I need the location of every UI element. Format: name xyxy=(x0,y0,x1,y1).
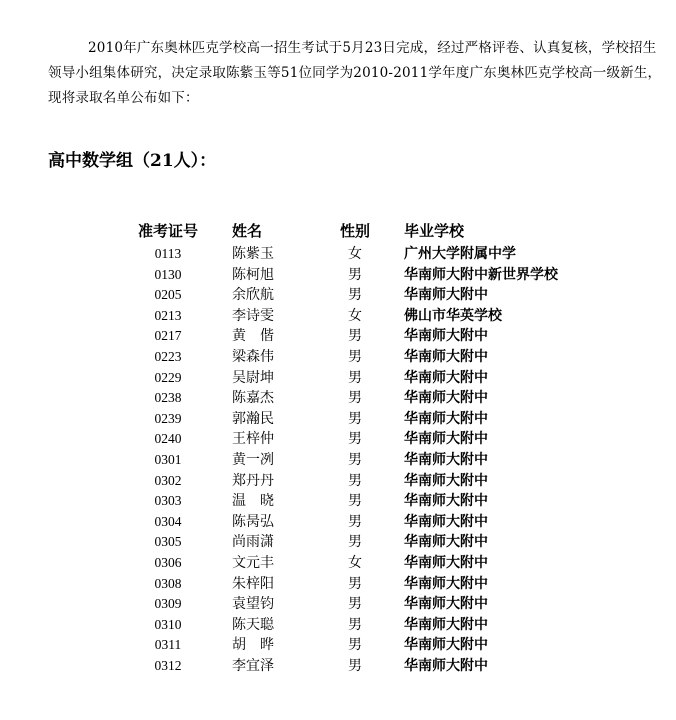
cell-sex: 男 xyxy=(348,513,362,530)
cell-school: 华南师大附中 xyxy=(404,616,488,633)
cell-id: 0310 xyxy=(154,616,182,632)
cell-id: 0229 xyxy=(154,369,182,385)
cell-name: 尚雨潇 xyxy=(232,534,274,551)
cell-sex: 男 xyxy=(348,575,362,592)
cell-sex: 男 xyxy=(348,596,362,613)
table-row xyxy=(0,553,676,574)
cell-school: 佛山市华英学校 xyxy=(404,307,502,324)
cell-name: 文元丰 xyxy=(232,554,274,571)
header-sex: 性别 xyxy=(339,222,370,240)
cell-name: 胡 晔 xyxy=(232,637,274,654)
cell-sex: 女 xyxy=(348,246,362,262)
cell-name: 黄一冽 xyxy=(232,451,274,468)
cell-sex: 男 xyxy=(348,410,362,427)
table-row xyxy=(0,532,676,553)
cell-name: 李宜泽 xyxy=(232,657,274,674)
table-row xyxy=(0,574,676,595)
cell-name: 王梓仲 xyxy=(232,431,274,448)
cell-id: 0240 xyxy=(154,431,182,447)
cell-school: 华南师大附中 xyxy=(404,534,488,551)
cell-id: 0238 xyxy=(154,390,182,406)
cell-sex: 男 xyxy=(348,266,362,283)
cell-sex: 男 xyxy=(348,390,362,407)
table-row xyxy=(0,285,676,306)
cell-school: 华南师大附中 xyxy=(404,431,488,448)
cell-sex: 男 xyxy=(348,431,362,448)
cell-sex: 男 xyxy=(348,369,362,386)
cell-id: 0304 xyxy=(154,513,182,529)
cell-sex: 男 xyxy=(348,637,362,654)
cell-name: 郑丹丹 xyxy=(232,472,274,489)
intro-line-3: 克学校高一级新生，现将录取名单公布如下： xyxy=(48,65,662,106)
intro-paragraph xyxy=(48,36,664,111)
cell-sex: 男 xyxy=(348,451,362,468)
cell-school: 华南师大附中 xyxy=(404,596,488,613)
cell-sex: 男 xyxy=(348,534,362,551)
cell-school: 华南师大附中 xyxy=(404,493,488,510)
cell-school: 华南师大附中 xyxy=(404,513,488,530)
table-row xyxy=(0,594,676,615)
header-id: 准考证号 xyxy=(137,222,198,240)
cell-sex: 女 xyxy=(348,554,362,571)
cell-sex: 男 xyxy=(348,287,362,304)
admission-table xyxy=(0,218,676,676)
table-row xyxy=(0,635,676,656)
cell-sex: 男 xyxy=(348,472,362,489)
table-row xyxy=(0,368,676,389)
cell-id: 0213 xyxy=(154,307,182,323)
cell-id: 0303 xyxy=(154,493,182,509)
cell-id: 0239 xyxy=(154,410,182,426)
cell-name: 温 晓 xyxy=(232,493,274,510)
table-row xyxy=(0,491,676,512)
cell-sex: 男 xyxy=(348,348,362,365)
cell-name: 余欣航 xyxy=(232,287,274,304)
header-school: 毕业学校 xyxy=(404,222,465,240)
cell-id: 0223 xyxy=(154,348,182,364)
cell-name: 朱梓阳 xyxy=(232,575,274,592)
table-row xyxy=(0,471,676,492)
group-title: 高中数学组（21人）： xyxy=(48,151,217,171)
cell-sex: 男 xyxy=(348,328,362,345)
cell-id: 0309 xyxy=(154,596,182,612)
table-row xyxy=(0,615,676,636)
cell-id: 0302 xyxy=(154,472,182,488)
cell-sex: 男 xyxy=(348,616,362,633)
cell-name: 陈柯旭 xyxy=(232,266,274,283)
table-row xyxy=(0,409,676,430)
cell-school: 华南师大附中 xyxy=(404,472,488,489)
cell-name: 吴尉坤 xyxy=(232,369,274,386)
table-row xyxy=(0,388,676,409)
cell-name: 黄 偕 xyxy=(232,328,274,345)
cell-id: 0205 xyxy=(154,287,182,303)
table-row xyxy=(0,326,676,347)
cell-id: 0308 xyxy=(154,575,182,591)
cell-school: 华南师大附中 xyxy=(404,287,488,304)
cell-id: 0311 xyxy=(154,637,182,653)
cell-school: 华南师大附中 xyxy=(404,328,488,345)
cell-id: 0301 xyxy=(154,451,182,467)
cell-school: 华南师大附中 xyxy=(404,554,488,571)
cell-school: 华南师大附中 xyxy=(404,369,488,386)
table-row xyxy=(0,450,676,471)
cell-id: 0312 xyxy=(154,657,182,673)
cell-name: 袁望钧 xyxy=(232,596,274,613)
cell-name: 陈嘉杰 xyxy=(232,390,274,407)
cell-school: 华南师大附中 xyxy=(404,451,488,468)
cell-name: 梁森伟 xyxy=(232,348,274,365)
table-row xyxy=(0,512,676,533)
cell-school: 华南师大附中 xyxy=(404,348,488,365)
table-row xyxy=(0,306,676,327)
cell-school: 华南师大附中 xyxy=(404,390,488,407)
cell-school: 广州大学附属中学 xyxy=(404,246,516,262)
table-header-row xyxy=(0,218,676,244)
cell-sex: 女 xyxy=(348,307,362,324)
cell-name: 陈天聪 xyxy=(232,616,274,633)
cell-school: 华南师大附中 xyxy=(404,657,488,674)
cell-name: 郭瀚民 xyxy=(232,410,274,427)
table-body xyxy=(0,244,676,676)
cell-school: 华南师大附中 xyxy=(404,637,488,654)
cell-sex: 男 xyxy=(348,657,362,674)
cell-id: 0306 xyxy=(154,554,182,570)
cell-school: 华南师大附中 xyxy=(404,410,488,427)
table-row xyxy=(0,347,676,368)
table-row xyxy=(0,244,676,265)
cell-sex: 男 xyxy=(348,493,362,510)
intro-line-2: 学校招生领导小组集体研究，决定录取陈紫玉等51位同学为2010-2011学年度广东奥林匹 xyxy=(48,40,657,81)
cell-name: 李诗雯 xyxy=(232,307,274,324)
cell-name: 陈紫玉 xyxy=(232,246,274,262)
intro-line-1: 2010年广东奥林匹克学校高一招生考试于5月23日完成，经过严格评卷、认真复核， xyxy=(88,40,602,56)
cell-school: 华南师大附中 xyxy=(404,575,488,592)
cell-id: 0217 xyxy=(154,328,182,344)
cell-id: 0113 xyxy=(154,246,182,261)
cell-school: 华南师大附中新世界学校 xyxy=(404,266,558,283)
cell-id: 0130 xyxy=(154,266,182,282)
cell-id: 0305 xyxy=(154,534,182,550)
table-row xyxy=(0,429,676,450)
cell-name: 陈昺弘 xyxy=(232,513,274,530)
table-row xyxy=(0,265,676,286)
table-row xyxy=(0,656,676,677)
header-name: 姓名 xyxy=(232,222,263,240)
